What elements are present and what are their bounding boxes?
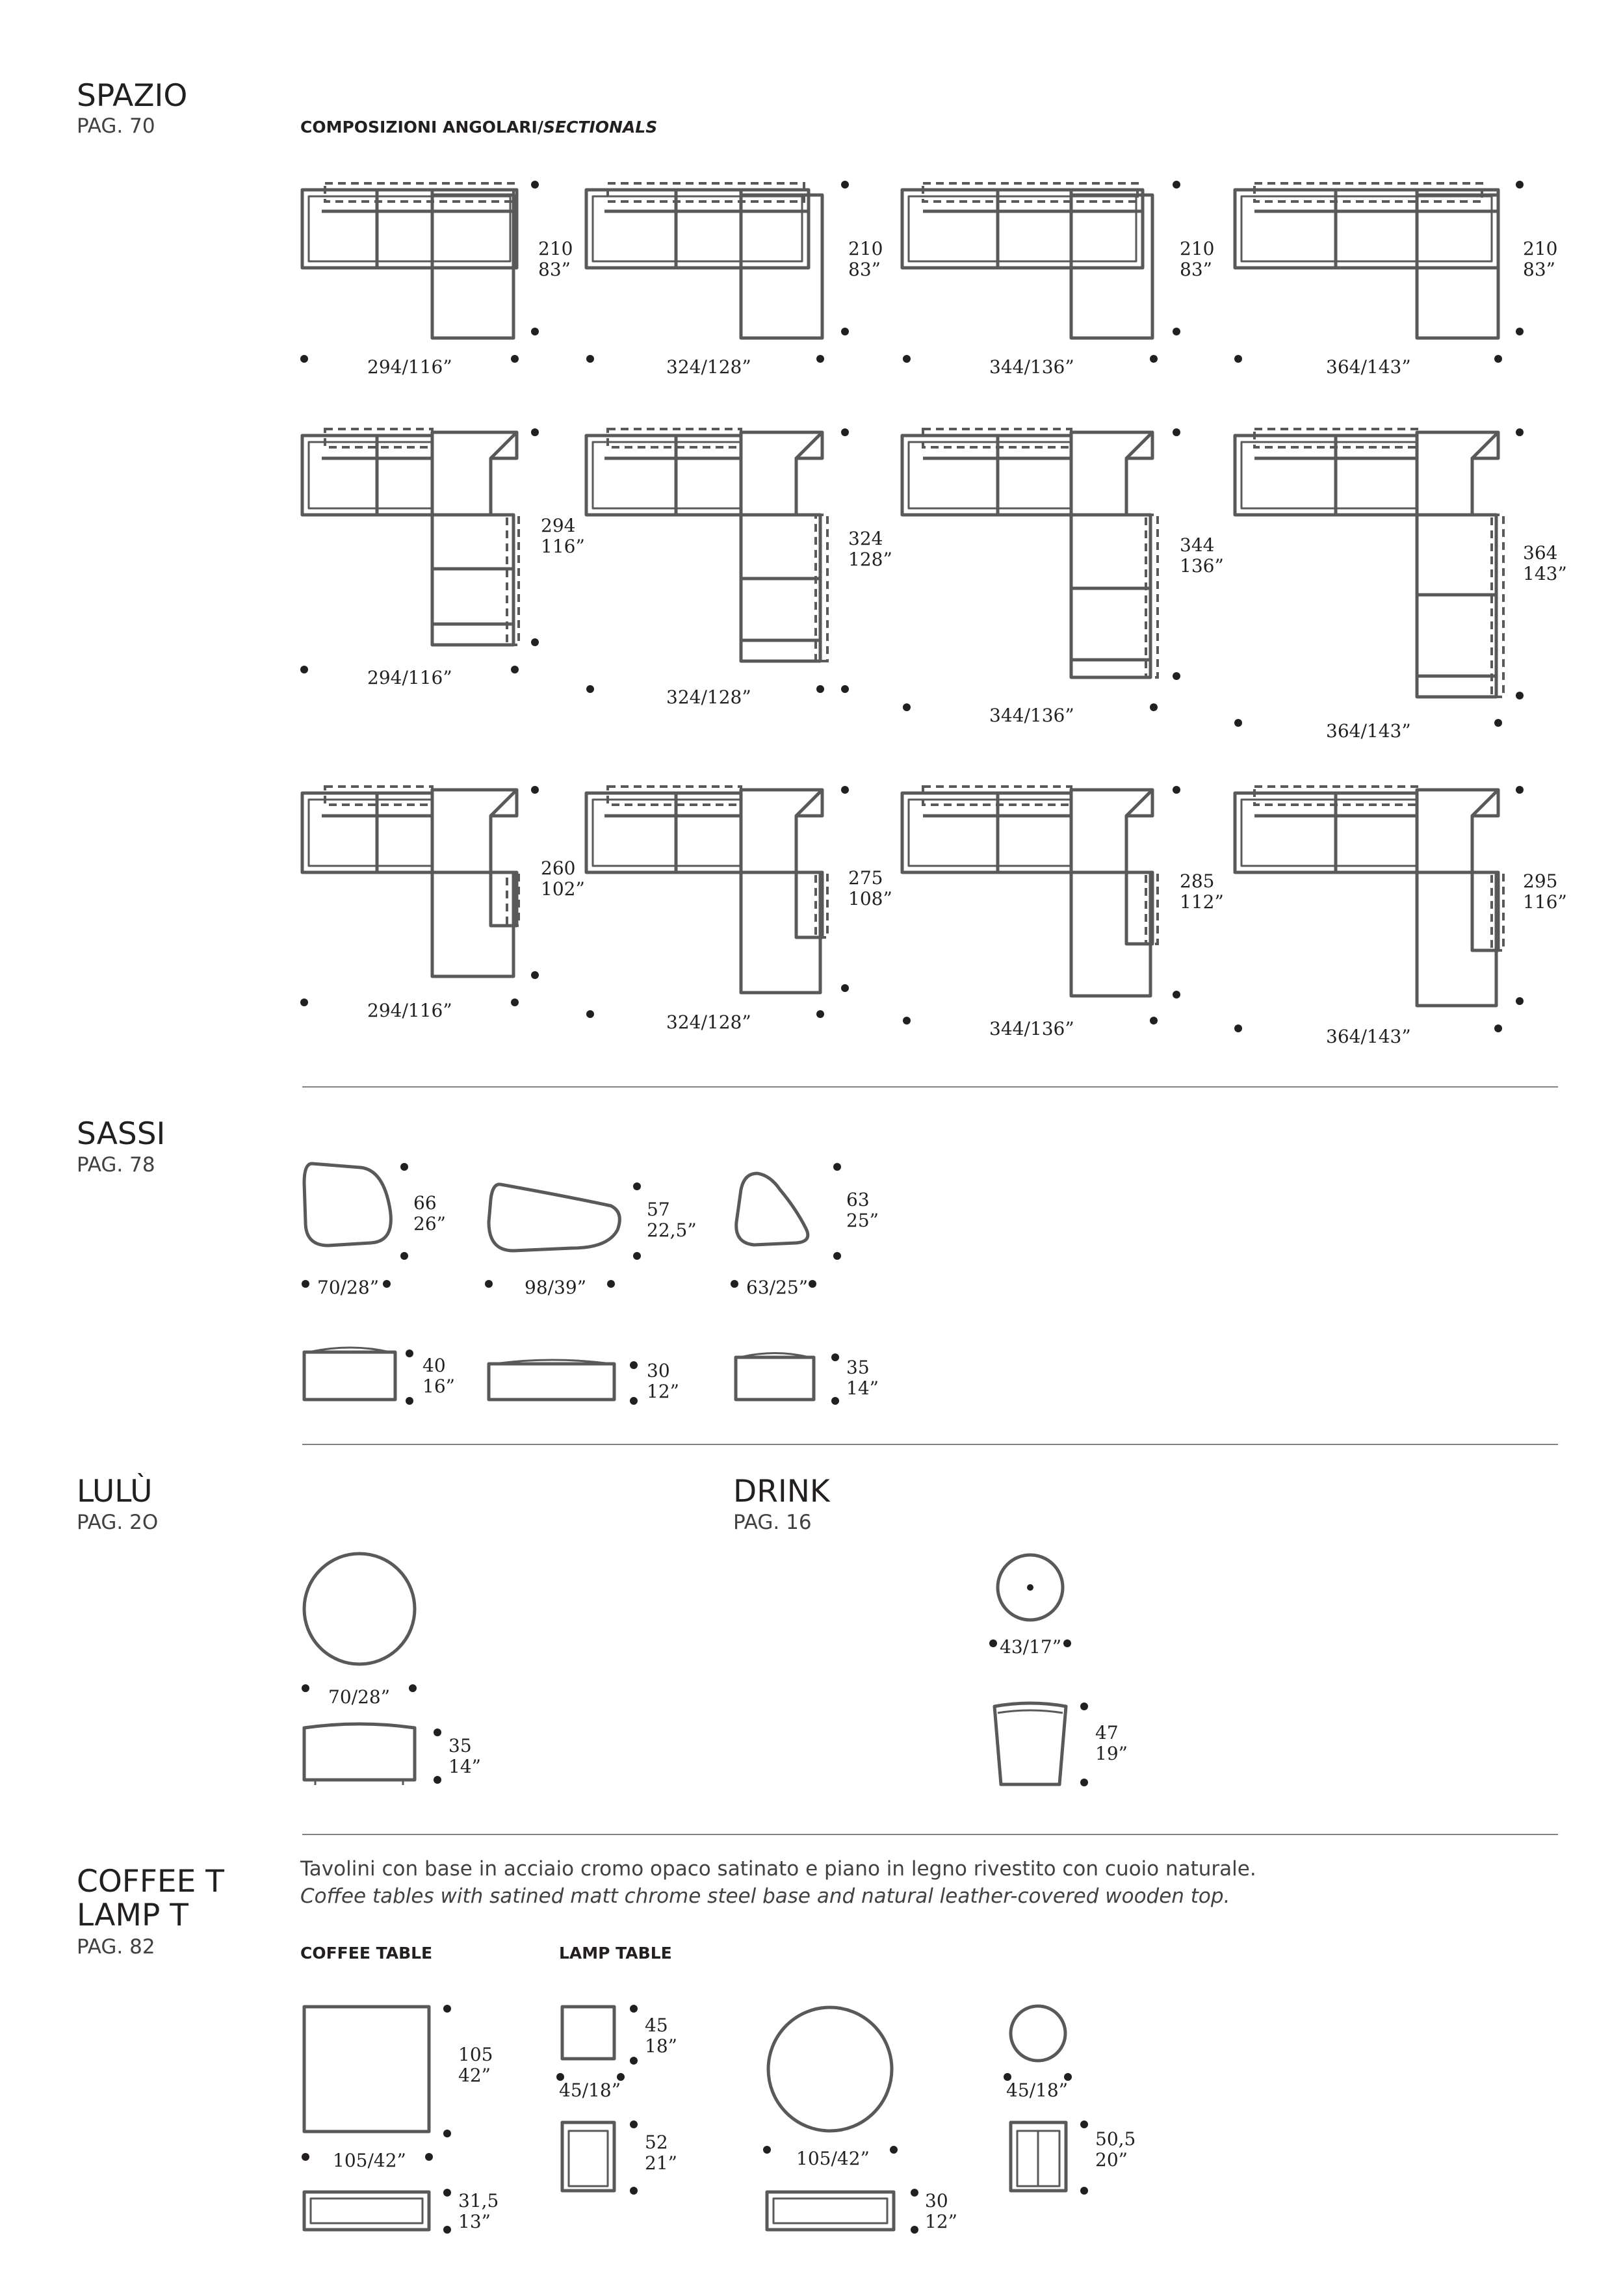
lulu-height-in: 14” xyxy=(448,1756,481,1777)
drink-title: DRINK xyxy=(733,1474,830,1509)
drink-width: 43/17” xyxy=(1000,1636,1062,1658)
sassi-2-depth-in: 22,5” xyxy=(647,1220,697,1241)
sassi-stool-3-top xyxy=(731,1163,841,1288)
drink-page: PAG. 16 xyxy=(733,1511,812,1534)
lulu-pouf-side xyxy=(304,1724,441,1785)
spazio-r3-depth-2: 275 xyxy=(848,867,883,889)
spazio-r2-depth-2: 324 xyxy=(848,528,883,549)
spazio-row1-sectional-4 xyxy=(1234,181,1524,363)
coffee-table-label: COFFEE TABLE xyxy=(300,1944,433,1963)
coffee-description-en: Coffee tables with satined matt chrome steel base and natural leather-covered wooden top. xyxy=(300,1885,1230,1908)
spazio-title: SPAZIO xyxy=(77,78,188,114)
round-lamp-table-side xyxy=(1011,2120,1088,2195)
drink-table-side xyxy=(994,1702,1088,1786)
spazio-r1-depth-in-4: 83” xyxy=(1523,259,1555,280)
spazio-label xyxy=(300,118,657,137)
sassi-3-height: 35 xyxy=(846,1357,870,1378)
square-coffee-height: 31,5 xyxy=(458,2190,499,2211)
spazio-label-italic: SECTIONALS xyxy=(543,118,658,137)
spazio-r3-depth-3: 285 xyxy=(1180,870,1215,892)
spazio-row1-sectional-1 xyxy=(300,181,539,363)
spazio-r2-depth-3: 344 xyxy=(1180,534,1215,556)
sassi-stool-2-side xyxy=(489,1360,638,1405)
lulu-title: LULÙ xyxy=(77,1474,153,1509)
spazio-r3-width-4: 364/143” xyxy=(1326,1026,1411,1047)
spazio-r1-depth-3: 210 xyxy=(1180,238,1215,259)
spazio-r2-depth-in-2: 128” xyxy=(848,549,892,570)
spazio-r1-depth-in-3: 83” xyxy=(1180,259,1212,280)
spazio-r3-depth-4: 295 xyxy=(1523,870,1558,892)
spazio-r3-depth-1: 260 xyxy=(541,857,576,879)
spazio-r1-width-4: 364/143” xyxy=(1326,356,1411,378)
sassi-title: SASSI xyxy=(77,1116,166,1152)
sassi-stool-3-side xyxy=(736,1353,839,1405)
round-lamp-width: 45/18” xyxy=(1006,2080,1069,2101)
square-lamp-height: 52 xyxy=(645,2132,668,2153)
sassi-3-depth-in: 25” xyxy=(846,1210,879,1231)
drink-height-in: 19” xyxy=(1095,1743,1128,1764)
sassi-3-depth: 63 xyxy=(846,1189,870,1210)
spazio-r2-width-2: 324/128” xyxy=(666,686,751,708)
spazio-r2-depth-in-1: 116” xyxy=(541,536,585,557)
round-lamp-height: 50,5 xyxy=(1095,2128,1136,2150)
drink-table-top xyxy=(989,1555,1071,1647)
spazio-r2-depth-4: 364 xyxy=(1523,542,1558,564)
square-lamp-table-top xyxy=(556,2005,638,2081)
spazio-r3-depth-in-3: 112” xyxy=(1180,891,1224,913)
lulu-pouf-top xyxy=(302,1554,417,1692)
round-coffee-table-side xyxy=(767,2189,918,2234)
square-coffee-height-in: 13” xyxy=(458,2211,491,2232)
round-coffee-width: 105/42” xyxy=(796,2148,870,2169)
lulu-height: 35 xyxy=(448,1735,472,1756)
coffee-description-it: Tavolini con base in acciaio cromo opaco satinato e piano in legno rivestito con cuoio naturale. xyxy=(300,1857,1256,1881)
square-lamp-depth: 45 xyxy=(645,2015,668,2036)
spazio-row1-sectional-2 xyxy=(586,181,849,363)
square-lamp-width: 45/18” xyxy=(559,2080,621,2101)
square-coffee-depth: 105 xyxy=(458,2044,493,2065)
round-lamp-table-top xyxy=(1004,2006,1072,2081)
spazio-row3-sectional-2 xyxy=(586,786,849,1018)
sassi-page: PAG. 78 xyxy=(77,1153,155,1177)
spazio-row2-sectional-1 xyxy=(300,428,539,673)
spazio-row2-sectional-4 xyxy=(1234,428,1524,727)
spazio-r2-depth-in-3: 136” xyxy=(1180,555,1224,577)
spazio-r2-depth-in-4: 143” xyxy=(1523,563,1567,584)
square-lamp-depth-in: 18” xyxy=(645,2035,677,2057)
spazio-r1-width-1: 294/116” xyxy=(367,356,452,378)
coffee-title-line1: COFFEE T xyxy=(77,1864,224,1899)
spazio-row2-sectional-2 xyxy=(586,428,849,693)
spazio-r1-width-3: 344/136” xyxy=(989,356,1074,378)
square-lamp-height-in: 21” xyxy=(645,2152,677,2174)
spazio-r1-depth-4: 210 xyxy=(1523,238,1558,259)
square-coffee-table-side xyxy=(304,2189,451,2234)
lulu-page: PAG. 2O xyxy=(77,1511,159,1534)
sassi-1-width: 70/28” xyxy=(317,1277,380,1298)
spazio-r2-depth-1: 294 xyxy=(541,515,576,536)
sassi-2-height: 30 xyxy=(647,1360,670,1381)
spazio-r3-depth-in-4: 116” xyxy=(1523,891,1567,913)
drink-height: 47 xyxy=(1095,1722,1119,1743)
sassi-stool-1-top xyxy=(302,1163,408,1288)
sassi-2-height-in: 12” xyxy=(647,1381,679,1402)
sassi-2-depth: 57 xyxy=(647,1199,670,1220)
spazio-row2-sectional-3 xyxy=(902,428,1180,711)
spazio-r1-depth-2: 210 xyxy=(848,238,883,259)
sassi-stool-1-side xyxy=(304,1348,413,1405)
sassi-3-height-in: 14” xyxy=(846,1377,879,1399)
sassi-1-depth: 66 xyxy=(413,1192,437,1214)
spazio-r3-width-3: 344/136” xyxy=(989,1018,1074,1039)
spazio-r3-width-2: 324/128” xyxy=(666,1011,751,1033)
spazio-row3-sectional-4 xyxy=(1234,786,1524,1032)
spazio-r1-depth-in-2: 83” xyxy=(848,259,881,280)
square-coffee-depth-in: 42” xyxy=(458,2065,491,2086)
spazio-r1-depth-1: 210 xyxy=(538,238,573,259)
sassi-3-width: 63/25” xyxy=(746,1277,809,1298)
square-lamp-table-side xyxy=(562,2120,638,2195)
spazio-r2-width-4: 364/143” xyxy=(1326,720,1411,742)
sassi-1-height-in: 16” xyxy=(422,1376,455,1397)
coffee-page: PAG. 82 xyxy=(77,1935,155,1959)
round-lamp-height-in: 20” xyxy=(1095,2149,1128,2171)
spazio-r1-width-2: 324/128” xyxy=(666,356,751,378)
round-coffee-table-top xyxy=(763,2007,898,2154)
spazio-r3-depth-in-2: 108” xyxy=(848,888,892,909)
spazio-page: PAG. 70 xyxy=(77,114,155,138)
lulu-width: 70/28” xyxy=(328,1686,391,1708)
spazio-row3-sectional-1 xyxy=(300,786,539,1006)
spazio-label-main: COMPOSIZIONI ANGOLARI/ xyxy=(300,118,543,137)
coffee-title-line2: LAMP T xyxy=(77,1898,188,1933)
sassi-2-width: 98/39” xyxy=(525,1277,587,1298)
sassi-1-depth-in: 26” xyxy=(413,1213,446,1234)
spazio-r2-width-1: 294/116” xyxy=(367,667,452,688)
spazio-r3-width-1: 294/116” xyxy=(367,1000,452,1021)
spazio-r1-depth-in-1: 83” xyxy=(538,259,571,280)
square-coffee-table-top xyxy=(302,2005,451,2161)
lamp-table-label: LAMP TABLE xyxy=(559,1944,672,1963)
sassi-1-height: 40 xyxy=(422,1355,446,1376)
round-coffee-height-in: 12” xyxy=(925,2211,957,2232)
spazio-row3-sectional-3 xyxy=(902,786,1180,1024)
round-coffee-height: 30 xyxy=(925,2190,948,2211)
sassi-stool-2-top xyxy=(485,1182,641,1288)
spazio-row1-sectional-3 xyxy=(902,181,1180,363)
spazio-r3-depth-in-1: 102” xyxy=(541,878,585,900)
spazio-r2-width-3: 344/136” xyxy=(989,705,1074,726)
square-coffee-width: 105/42” xyxy=(333,2150,406,2171)
